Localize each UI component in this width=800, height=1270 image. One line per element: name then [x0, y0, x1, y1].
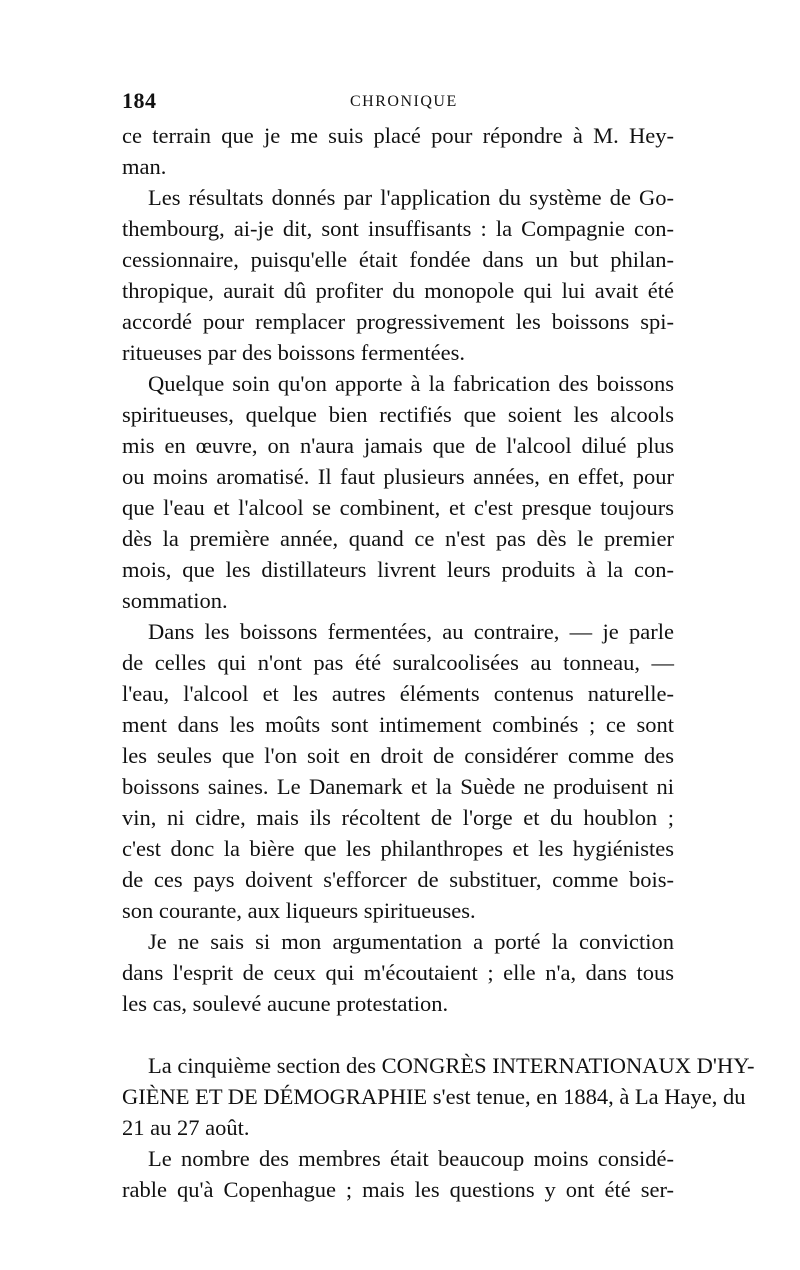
text-line: vin, ni cidre, mais ils récoltent de l'orge et du houblon ;: [122, 805, 674, 830]
text-line: dès la première année, quand ce n'est pas dès le premier: [122, 526, 674, 551]
text-line: les seules que l'on soit en droit de considérer comme des: [122, 743, 674, 768]
text-line: accordé pour remplacer progressivement les boissons spi-: [122, 309, 674, 334]
text-line: ment dans les moûts sont intimement combinés ; ce sont: [122, 712, 674, 737]
text-line: que l'eau et l'alcool se combinent, et c'est presque toujours: [122, 495, 674, 520]
text-line: c'est donc la bière que les philanthropes et les hygiénistes: [122, 836, 674, 861]
text-line: son courante, aux liqueurs spiritueuses.: [122, 898, 476, 923]
text-line: de celles qui n'ont pas été suralcoolisées au tonneau, —: [122, 650, 674, 675]
text-line: spiritueuses, quelque bien rectifiés que soient les alcools: [122, 402, 674, 427]
text-line: rable qu'à Copenhague ; mais les questions y ont été ser-: [122, 1177, 674, 1202]
text-line: dans l'esprit de ceux qui m'écoutaient ; elle n'a, dans tous: [122, 960, 674, 985]
text-line: thropique, aurait dû profiter du monopole qui lui avait été: [122, 278, 674, 303]
text-line: Dans les boissons fermentées, au contraire, — je parle: [148, 619, 674, 644]
text-line: ou moins aromatisé. Il faut plusieurs années, en effet, pour: [122, 464, 674, 489]
page-header: [122, 88, 682, 114]
text-line: ce terrain que je me suis placé pour répondre à M. Hey-: [122, 123, 674, 148]
text-line: l'eau, l'alcool et les autres éléments contenus naturelle-: [122, 681, 674, 706]
text-line: sommation.: [122, 588, 228, 613]
section-gap: [122, 1019, 674, 1050]
text-line: GIÈNE ET DE DÉMOGRAPHIE s'est tenue, en 1884, à La Haye, du: [122, 1084, 746, 1109]
text-line: cessionnaire, puisqu'elle était fondée dans un but philan-: [122, 247, 674, 272]
text-line: les cas, soulevé aucune protestation.: [122, 991, 449, 1016]
body-text: [122, 120, 755, 1205]
text-line: de ces pays doivent s'efforcer de substituer, comme bois-: [122, 867, 674, 892]
text-line: 21 au 27 août.: [122, 1115, 250, 1140]
text-line: boissons saines. Le Danemark et la Suède ne produisent ni: [122, 774, 674, 799]
text-line: Quelque soin qu'on apporte à la fabrication des boissons: [148, 371, 674, 396]
text-line: Le nombre des membres était beaucoup moins considé-: [148, 1146, 674, 1171]
text-line: Les résultats donnés par l'application du système de Go-: [148, 185, 674, 210]
text-line: La cinquième section des CONGRÈS INTERNATIONAUX D'HY-: [148, 1053, 755, 1078]
text-line: mis en œuvre, on n'aura jamais que de l'alcool dilué plus: [122, 433, 674, 458]
text-line: Je ne sais si mon argumentation a porté la conviction: [148, 929, 674, 954]
text-line: ritueuses par des boissons fermentées.: [122, 340, 466, 365]
text-line: man.: [122, 154, 167, 179]
text-line: thembourg, ai-je dit, sont insuffisants : la Compagnie con-: [122, 216, 674, 241]
running-head: CHRONIQUE: [350, 93, 458, 110]
text-line: mois, que les distillateurs livrent leurs produits à la con-: [122, 557, 674, 582]
page-number: 184: [122, 88, 157, 113]
